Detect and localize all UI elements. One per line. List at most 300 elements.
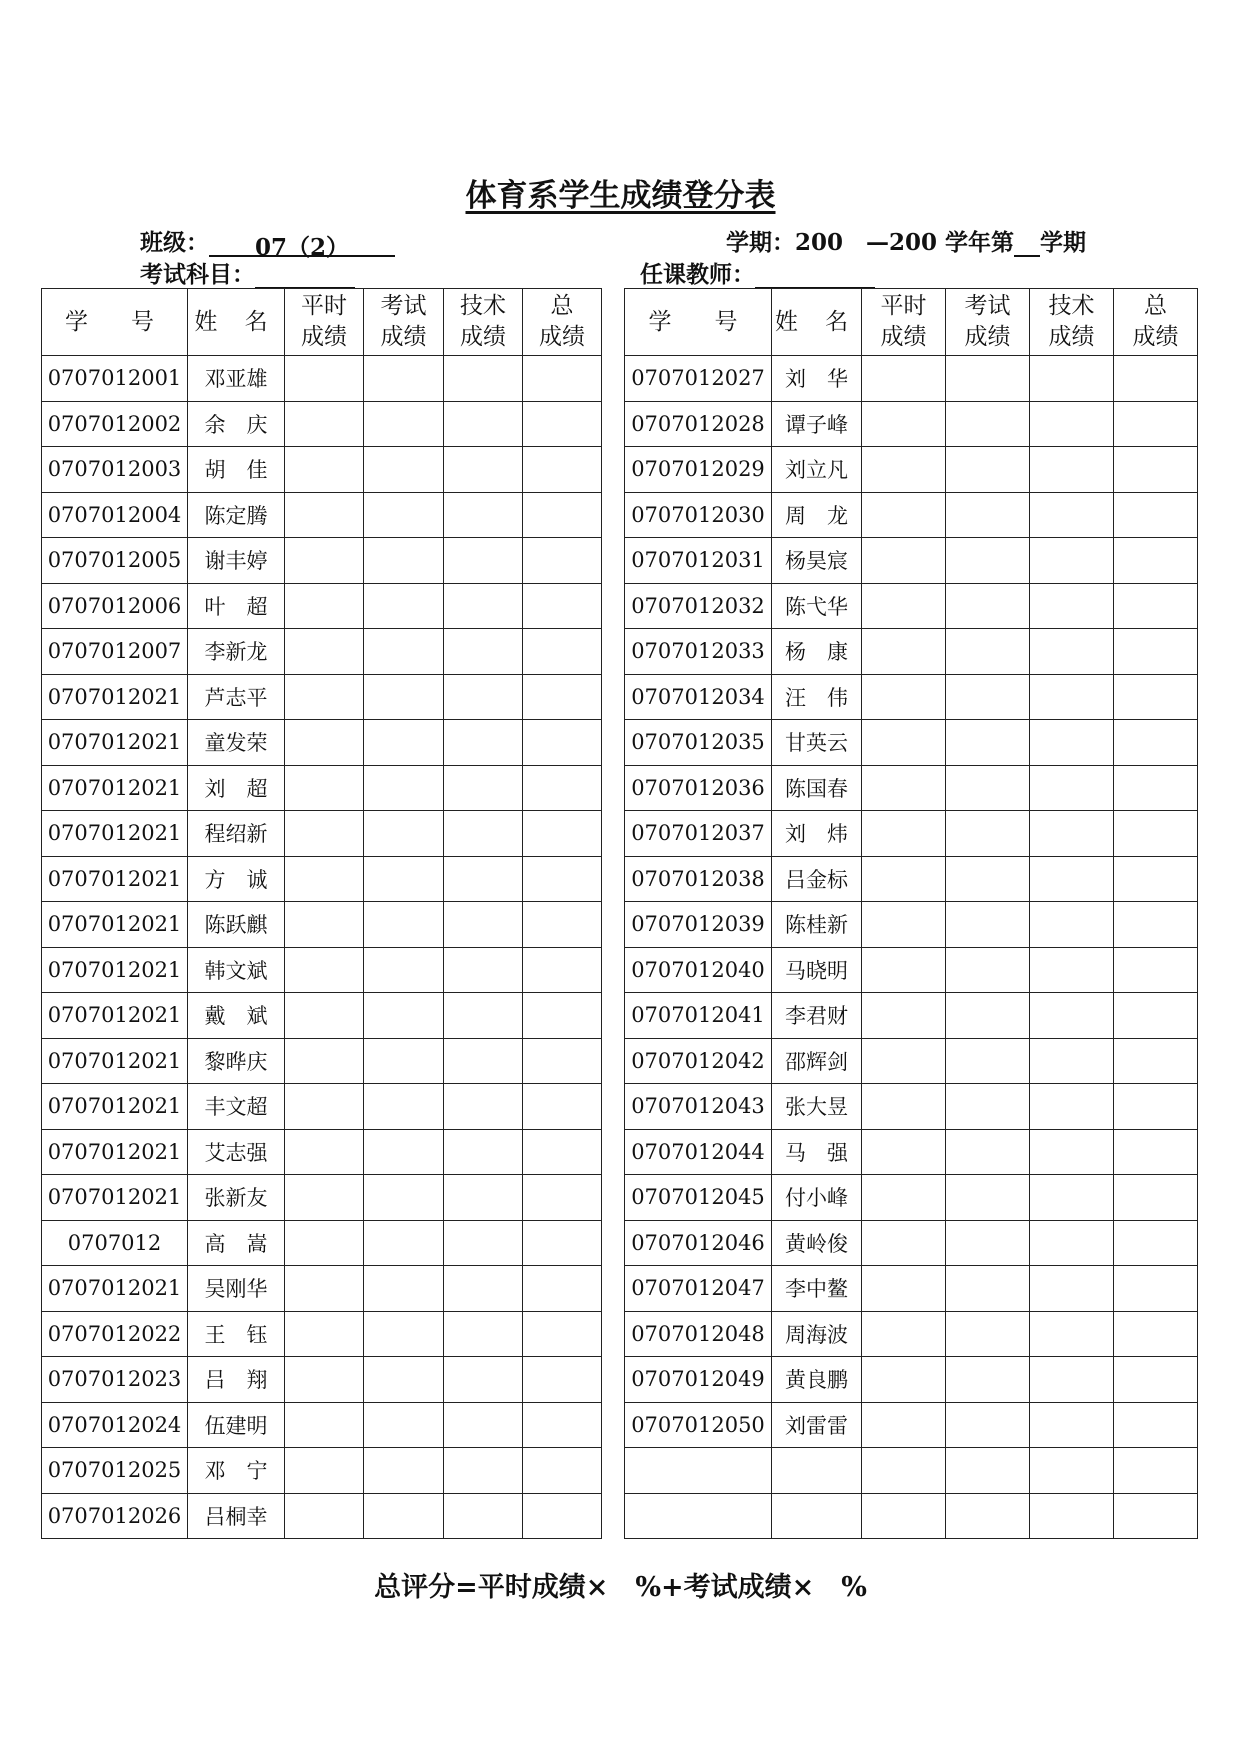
grade-table-left bbox=[41, 288, 602, 1539]
student-name-cell: 童发荣 bbox=[188, 720, 285, 766]
skill-score-cell[interactable] bbox=[444, 1220, 523, 1266]
usual-score-cell[interactable] bbox=[862, 629, 946, 675]
exam-score-cell[interactable] bbox=[946, 902, 1030, 948]
total-score-cell[interactable] bbox=[523, 1402, 602, 1448]
student-id-cell bbox=[625, 1493, 772, 1539]
total-score-cell[interactable] bbox=[523, 401, 602, 447]
usual-score-cell[interactable] bbox=[862, 947, 946, 993]
student-name-cell: 高 嵩 bbox=[188, 1220, 285, 1266]
student-id-cell: 0707012049 bbox=[625, 1357, 772, 1403]
usual-score-cell[interactable] bbox=[862, 583, 946, 629]
total-score-cell[interactable] bbox=[1114, 583, 1198, 629]
total-score-cell[interactable] bbox=[1114, 1084, 1198, 1130]
exam-score-cell[interactable] bbox=[364, 492, 444, 538]
header-row bbox=[625, 289, 1198, 356]
skill-score-cell[interactable] bbox=[1030, 447, 1114, 493]
table-row bbox=[625, 811, 1198, 857]
table-row bbox=[625, 856, 1198, 902]
subject-blank[interactable] bbox=[255, 261, 355, 289]
total-score-cell[interactable] bbox=[1114, 765, 1198, 811]
skill-score-cell[interactable] bbox=[1030, 1038, 1114, 1084]
exam-score-cell[interactable] bbox=[364, 1448, 444, 1494]
exam-score-cell[interactable] bbox=[946, 1493, 1030, 1539]
exam-score-cell[interactable] bbox=[946, 1129, 1030, 1175]
skill-score-cell[interactable] bbox=[1030, 401, 1114, 447]
total-score-cell[interactable] bbox=[1114, 538, 1198, 584]
skill-score-cell[interactable] bbox=[1030, 1493, 1114, 1539]
student-name-cell: 李君财 bbox=[772, 993, 862, 1039]
total-score-cell[interactable] bbox=[1114, 1402, 1198, 1448]
student-name-cell: 戴 斌 bbox=[188, 993, 285, 1039]
skill-score-cell[interactable] bbox=[1030, 1129, 1114, 1175]
usual-score-cell[interactable] bbox=[285, 1357, 364, 1403]
exam-score-cell[interactable] bbox=[946, 765, 1030, 811]
skill-score-cell[interactable] bbox=[1030, 993, 1114, 1039]
student-name-cell: 吴刚华 bbox=[188, 1266, 285, 1312]
student-id-cell: 0707012007 bbox=[42, 629, 188, 675]
grade-table-right-body bbox=[625, 356, 1198, 1539]
table-row bbox=[625, 1266, 1198, 1312]
usual-score-cell[interactable] bbox=[862, 447, 946, 493]
usual-score-cell[interactable] bbox=[862, 538, 946, 584]
total-score-cell[interactable] bbox=[523, 1175, 602, 1221]
exam-score-cell[interactable] bbox=[364, 1311, 444, 1357]
exam-score-cell[interactable] bbox=[364, 1084, 444, 1130]
table-row bbox=[42, 765, 602, 811]
total-score-cell[interactable] bbox=[1114, 356, 1198, 402]
skill-score-cell[interactable] bbox=[444, 1448, 523, 1494]
total-score-cell[interactable] bbox=[1114, 1357, 1198, 1403]
exam-score-cell[interactable] bbox=[364, 1357, 444, 1403]
skill-score-cell[interactable] bbox=[444, 765, 523, 811]
skill-score-cell[interactable] bbox=[444, 811, 523, 857]
usual-score-cell[interactable] bbox=[862, 720, 946, 766]
exam-score-cell[interactable] bbox=[946, 583, 1030, 629]
usual-score-cell[interactable] bbox=[285, 629, 364, 675]
skill-score-cell[interactable] bbox=[1030, 1220, 1114, 1266]
usual-score-cell[interactable] bbox=[285, 1493, 364, 1539]
student-name-cell: 吕桐幸 bbox=[188, 1493, 285, 1539]
exam-score-cell[interactable] bbox=[946, 629, 1030, 675]
total-score-cell[interactable] bbox=[1114, 1448, 1198, 1494]
total-score-cell[interactable] bbox=[1114, 1311, 1198, 1357]
header-usual-score: 平时 成绩 bbox=[862, 289, 946, 356]
table-row bbox=[42, 674, 602, 720]
table-row bbox=[625, 674, 1198, 720]
usual-score-cell[interactable] bbox=[285, 1084, 364, 1130]
student-id-cell: 0707012021 bbox=[42, 720, 188, 766]
term-suffix: 学期 bbox=[1040, 229, 1087, 256]
usual-score-cell[interactable] bbox=[285, 1266, 364, 1312]
student-id-cell: 0707012021 bbox=[42, 1129, 188, 1175]
usual-score-cell[interactable] bbox=[285, 538, 364, 584]
usual-score-cell[interactable] bbox=[862, 1402, 946, 1448]
usual-score-cell[interactable] bbox=[285, 401, 364, 447]
total-score-cell[interactable] bbox=[523, 583, 602, 629]
table-row bbox=[625, 629, 1198, 675]
table-row bbox=[625, 492, 1198, 538]
header-total-score: 总 成绩 bbox=[523, 289, 602, 356]
skill-score-cell[interactable] bbox=[1030, 1084, 1114, 1130]
student-id-cell: 0707012042 bbox=[625, 1038, 772, 1084]
total-score-cell[interactable] bbox=[523, 1311, 602, 1357]
teacher-field bbox=[640, 256, 875, 289]
student-id-cell: 0707012021 bbox=[42, 674, 188, 720]
table-row bbox=[42, 583, 602, 629]
exam-score-cell[interactable] bbox=[364, 1266, 444, 1312]
usual-score-cell[interactable] bbox=[862, 674, 946, 720]
total-score-cell[interactable] bbox=[1114, 1175, 1198, 1221]
exam-score-cell[interactable] bbox=[946, 1220, 1030, 1266]
usual-score-cell[interactable] bbox=[285, 947, 364, 993]
student-id-cell: 0707012021 bbox=[42, 902, 188, 948]
usual-score-cell[interactable] bbox=[285, 1311, 364, 1357]
student-id-cell: 0707012003 bbox=[42, 447, 188, 493]
exam-score-cell[interactable] bbox=[364, 947, 444, 993]
skill-score-cell[interactable] bbox=[1030, 538, 1114, 584]
header-student-id: 学 号 bbox=[42, 289, 188, 356]
usual-score-cell[interactable] bbox=[862, 1129, 946, 1175]
usual-score-cell[interactable] bbox=[862, 1448, 946, 1494]
exam-score-cell[interactable] bbox=[364, 993, 444, 1039]
skill-score-cell[interactable] bbox=[1030, 765, 1114, 811]
student-name-cell: 黄岭俊 bbox=[772, 1220, 862, 1266]
skill-score-cell[interactable] bbox=[1030, 1175, 1114, 1221]
total-score-cell[interactable] bbox=[523, 811, 602, 857]
skill-score-cell[interactable] bbox=[1030, 947, 1114, 993]
exam-score-cell[interactable] bbox=[946, 1084, 1030, 1130]
total-score-cell[interactable] bbox=[523, 856, 602, 902]
student-id-cell: 0707012033 bbox=[625, 629, 772, 675]
total-score-cell[interactable] bbox=[523, 947, 602, 993]
term-number-blank[interactable] bbox=[1014, 229, 1040, 257]
total-score-cell[interactable] bbox=[523, 447, 602, 493]
exam-score-cell[interactable] bbox=[364, 1220, 444, 1266]
class-value[interactable]: 07（2） bbox=[209, 229, 395, 257]
total-score-cell[interactable] bbox=[523, 674, 602, 720]
grade-table-right bbox=[624, 288, 1198, 1539]
skill-score-cell[interactable] bbox=[1030, 1448, 1114, 1494]
usual-score-cell[interactable] bbox=[285, 1038, 364, 1084]
skill-score-cell[interactable] bbox=[1030, 492, 1114, 538]
total-score-cell[interactable] bbox=[523, 1493, 602, 1539]
skill-score-cell[interactable] bbox=[444, 447, 523, 493]
exam-score-cell[interactable] bbox=[364, 583, 444, 629]
total-score-cell[interactable] bbox=[1114, 902, 1198, 948]
total-score-cell[interactable] bbox=[523, 720, 602, 766]
subject-label: 考试科目： bbox=[140, 261, 255, 288]
class-label: 班级： bbox=[140, 229, 209, 256]
exam-score-cell[interactable] bbox=[364, 765, 444, 811]
usual-score-cell[interactable] bbox=[862, 902, 946, 948]
total-score-cell[interactable] bbox=[523, 1357, 602, 1403]
header-student-id: 学 号 bbox=[625, 289, 772, 356]
usual-score-cell[interactable] bbox=[285, 583, 364, 629]
student-name-cell bbox=[772, 1448, 862, 1494]
skill-score-cell[interactable] bbox=[444, 1311, 523, 1357]
usual-score-cell[interactable] bbox=[285, 811, 364, 857]
page-title: 体育系学生成绩登分表 bbox=[465, 178, 776, 214]
total-score-cell[interactable] bbox=[1114, 1266, 1198, 1312]
student-name-cell: 王 钰 bbox=[188, 1311, 285, 1357]
student-name-cell: 刘雷雷 bbox=[772, 1402, 862, 1448]
total-score-cell[interactable] bbox=[1114, 1493, 1198, 1539]
exam-score-cell[interactable] bbox=[946, 356, 1030, 402]
skill-score-cell[interactable] bbox=[444, 1266, 523, 1312]
usual-score-cell[interactable] bbox=[862, 1493, 946, 1539]
skill-score-cell[interactable] bbox=[1030, 1311, 1114, 1357]
skill-score-cell[interactable] bbox=[1030, 1402, 1114, 1448]
total-score-cell[interactable] bbox=[523, 1448, 602, 1494]
student-name-cell: 艾志强 bbox=[188, 1129, 285, 1175]
table-row bbox=[42, 1266, 602, 1312]
usual-score-cell[interactable] bbox=[285, 356, 364, 402]
skill-score-cell[interactable] bbox=[1030, 856, 1114, 902]
total-score-cell[interactable] bbox=[523, 538, 602, 584]
skill-score-cell[interactable] bbox=[444, 538, 523, 584]
skill-score-cell[interactable] bbox=[444, 1357, 523, 1403]
total-score-cell[interactable] bbox=[1114, 856, 1198, 902]
exam-score-cell[interactable] bbox=[946, 447, 1030, 493]
exam-score-cell[interactable] bbox=[946, 1448, 1030, 1494]
usual-score-cell[interactable] bbox=[285, 1402, 364, 1448]
skill-score-cell[interactable] bbox=[1030, 629, 1114, 675]
usual-score-cell[interactable] bbox=[285, 1448, 364, 1494]
exam-score-cell[interactable] bbox=[364, 401, 444, 447]
total-score-cell[interactable] bbox=[1114, 492, 1198, 538]
exam-score-cell[interactable] bbox=[946, 811, 1030, 857]
usual-score-cell[interactable] bbox=[862, 1038, 946, 1084]
student-name-cell: 陈桂新 bbox=[772, 902, 862, 948]
total-score-cell[interactable] bbox=[1114, 1038, 1198, 1084]
total-score-cell[interactable] bbox=[523, 1129, 602, 1175]
usual-score-cell[interactable] bbox=[862, 1357, 946, 1403]
exam-score-cell[interactable] bbox=[364, 720, 444, 766]
teacher-blank[interactable] bbox=[755, 261, 875, 289]
skill-score-cell[interactable] bbox=[444, 401, 523, 447]
usual-score-cell[interactable] bbox=[862, 765, 946, 811]
header-total-score: 总 成绩 bbox=[1114, 289, 1198, 356]
skill-score-cell[interactable] bbox=[1030, 583, 1114, 629]
exam-score-cell[interactable] bbox=[364, 902, 444, 948]
usual-score-cell[interactable] bbox=[862, 993, 946, 1039]
term-field bbox=[726, 224, 1086, 257]
total-score-cell[interactable] bbox=[523, 1038, 602, 1084]
total-score-cell[interactable] bbox=[523, 993, 602, 1039]
total-score-cell[interactable] bbox=[1114, 629, 1198, 675]
skill-score-cell[interactable] bbox=[444, 720, 523, 766]
skill-score-cell[interactable] bbox=[444, 1084, 523, 1130]
skill-score-cell[interactable] bbox=[444, 356, 523, 402]
student-id-cell: 0707012050 bbox=[625, 1402, 772, 1448]
exam-score-cell[interactable] bbox=[364, 1038, 444, 1084]
exam-score-cell[interactable] bbox=[946, 674, 1030, 720]
table-row bbox=[42, 492, 602, 538]
student-id-cell: 0707012002 bbox=[42, 401, 188, 447]
usual-score-cell[interactable] bbox=[862, 811, 946, 857]
usual-score-cell[interactable] bbox=[285, 1175, 364, 1221]
total-score-cell[interactable] bbox=[523, 902, 602, 948]
skill-score-cell[interactable] bbox=[444, 856, 523, 902]
total-score-cell[interactable] bbox=[523, 765, 602, 811]
usual-score-cell[interactable] bbox=[862, 1084, 946, 1130]
grade-table-left-body bbox=[42, 356, 602, 1539]
skill-score-cell[interactable] bbox=[444, 629, 523, 675]
exam-score-cell[interactable] bbox=[946, 1038, 1030, 1084]
student-name-cell: 邓 宁 bbox=[188, 1448, 285, 1494]
total-score-cell[interactable] bbox=[523, 1266, 602, 1312]
student-id-cell: 0707012041 bbox=[625, 993, 772, 1039]
student-name-cell: 邵辉剑 bbox=[772, 1038, 862, 1084]
total-score-cell[interactable] bbox=[1114, 1129, 1198, 1175]
exam-score-cell[interactable] bbox=[946, 1357, 1030, 1403]
usual-score-cell[interactable] bbox=[285, 993, 364, 1039]
table-row bbox=[42, 1038, 602, 1084]
usual-score-cell[interactable] bbox=[862, 1220, 946, 1266]
total-score-cell[interactable] bbox=[523, 1220, 602, 1266]
student-name-cell: 杨昊宸 bbox=[772, 538, 862, 584]
student-name-cell: 杨 康 bbox=[772, 629, 862, 675]
exam-score-cell[interactable] bbox=[364, 856, 444, 902]
student-id-cell: 0707012021 bbox=[42, 1266, 188, 1312]
header-skill-score: 技术 成绩 bbox=[444, 289, 523, 356]
skill-score-cell[interactable] bbox=[1030, 811, 1114, 857]
skill-score-cell[interactable] bbox=[444, 1175, 523, 1221]
total-score-cell[interactable] bbox=[523, 492, 602, 538]
student-id-cell: 0707012021 bbox=[42, 993, 188, 1039]
skill-score-cell[interactable] bbox=[444, 1402, 523, 1448]
student-id-cell: 0707012021 bbox=[42, 765, 188, 811]
table-row bbox=[42, 720, 602, 766]
total-score-cell[interactable] bbox=[1114, 1220, 1198, 1266]
total-score-cell[interactable] bbox=[1114, 993, 1198, 1039]
skill-score-cell[interactable] bbox=[1030, 1357, 1114, 1403]
usual-score-cell[interactable] bbox=[285, 765, 364, 811]
total-score-cell[interactable] bbox=[523, 1084, 602, 1130]
skill-score-cell[interactable] bbox=[444, 947, 523, 993]
header-row bbox=[42, 289, 602, 356]
exam-score-cell[interactable] bbox=[946, 947, 1030, 993]
usual-score-cell[interactable] bbox=[285, 447, 364, 493]
skill-score-cell[interactable] bbox=[444, 492, 523, 538]
skill-score-cell[interactable] bbox=[444, 1129, 523, 1175]
exam-score-cell[interactable] bbox=[946, 492, 1030, 538]
exam-score-cell[interactable] bbox=[946, 993, 1030, 1039]
exam-score-cell[interactable] bbox=[946, 1175, 1030, 1221]
total-score-cell[interactable] bbox=[523, 356, 602, 402]
usual-score-cell[interactable] bbox=[285, 902, 364, 948]
exam-score-cell[interactable] bbox=[364, 674, 444, 720]
exam-score-cell[interactable] bbox=[364, 1129, 444, 1175]
student-name-cell: 陈跃麒 bbox=[188, 902, 285, 948]
usual-score-cell[interactable] bbox=[285, 1220, 364, 1266]
usual-score-cell[interactable] bbox=[862, 1266, 946, 1312]
total-score-cell[interactable] bbox=[1114, 720, 1198, 766]
skill-score-cell[interactable] bbox=[1030, 674, 1114, 720]
skill-score-cell[interactable] bbox=[444, 902, 523, 948]
table-row bbox=[42, 1084, 602, 1130]
student-id-cell: 0707012030 bbox=[625, 492, 772, 538]
student-id-cell: 0707012044 bbox=[625, 1129, 772, 1175]
skill-score-cell[interactable] bbox=[444, 674, 523, 720]
usual-score-cell[interactable] bbox=[862, 356, 946, 402]
skill-score-cell[interactable] bbox=[1030, 720, 1114, 766]
total-score-cell[interactable] bbox=[1114, 401, 1198, 447]
usual-score-cell[interactable] bbox=[862, 1311, 946, 1357]
table-row bbox=[42, 1129, 602, 1175]
exam-score-cell[interactable] bbox=[946, 1311, 1030, 1357]
skill-score-cell[interactable] bbox=[1030, 902, 1114, 948]
exam-score-cell[interactable] bbox=[364, 356, 444, 402]
table-row bbox=[42, 356, 602, 402]
header-name: 姓 名 bbox=[188, 289, 285, 356]
skill-score-cell[interactable] bbox=[444, 993, 523, 1039]
total-score-cell[interactable] bbox=[1114, 447, 1198, 493]
exam-score-cell[interactable] bbox=[364, 629, 444, 675]
exam-score-cell[interactable] bbox=[946, 856, 1030, 902]
student-name-cell: 吕金标 bbox=[772, 856, 862, 902]
student-id-cell: 0707012021 bbox=[42, 856, 188, 902]
total-score-cell[interactable] bbox=[1114, 674, 1198, 720]
student-name-cell: 张新友 bbox=[188, 1175, 285, 1221]
table-row bbox=[625, 1311, 1198, 1357]
exam-score-cell[interactable] bbox=[946, 538, 1030, 584]
usual-score-cell[interactable] bbox=[285, 492, 364, 538]
usual-score-cell[interactable] bbox=[862, 401, 946, 447]
skill-score-cell[interactable] bbox=[444, 583, 523, 629]
student-id-cell: 0707012026 bbox=[42, 1493, 188, 1539]
exam-score-cell[interactable] bbox=[364, 1493, 444, 1539]
subject-field bbox=[140, 256, 355, 289]
usual-score-cell[interactable] bbox=[862, 856, 946, 902]
usual-score-cell[interactable] bbox=[285, 674, 364, 720]
total-score-cell[interactable] bbox=[1114, 811, 1198, 857]
table-row bbox=[625, 1357, 1198, 1403]
exam-score-cell[interactable] bbox=[364, 811, 444, 857]
exam-score-cell[interactable] bbox=[946, 720, 1030, 766]
exam-score-cell[interactable] bbox=[364, 447, 444, 493]
skill-score-cell[interactable] bbox=[1030, 356, 1114, 402]
skill-score-cell[interactable] bbox=[1030, 1266, 1114, 1312]
total-score-cell[interactable] bbox=[1114, 947, 1198, 993]
exam-score-cell[interactable] bbox=[946, 1402, 1030, 1448]
exam-score-cell[interactable] bbox=[364, 1175, 444, 1221]
usual-score-cell[interactable] bbox=[285, 1129, 364, 1175]
usual-score-cell[interactable] bbox=[862, 492, 946, 538]
student-name-cell bbox=[772, 1493, 862, 1539]
class-field bbox=[140, 224, 395, 261]
skill-score-cell[interactable] bbox=[444, 1493, 523, 1539]
table-row bbox=[625, 1129, 1198, 1175]
exam-score-cell[interactable] bbox=[364, 1402, 444, 1448]
exam-score-cell[interactable] bbox=[946, 401, 1030, 447]
usual-score-cell[interactable] bbox=[862, 1175, 946, 1221]
table-row bbox=[625, 356, 1198, 402]
skill-score-cell[interactable] bbox=[444, 1038, 523, 1084]
student-name-cell: 胡 佳 bbox=[188, 447, 285, 493]
student-name-cell: 李新龙 bbox=[188, 629, 285, 675]
exam-score-cell[interactable] bbox=[946, 1266, 1030, 1312]
student-name-cell: 谭子峰 bbox=[772, 401, 862, 447]
usual-score-cell[interactable] bbox=[285, 720, 364, 766]
usual-score-cell[interactable] bbox=[285, 856, 364, 902]
exam-score-cell[interactable] bbox=[364, 538, 444, 584]
teacher-label: 任课教师： bbox=[640, 261, 755, 288]
student-name-cell: 韩文斌 bbox=[188, 947, 285, 993]
table-row bbox=[625, 538, 1198, 584]
total-score-cell[interactable] bbox=[523, 629, 602, 675]
student-name-cell: 陈弋华 bbox=[772, 583, 862, 629]
